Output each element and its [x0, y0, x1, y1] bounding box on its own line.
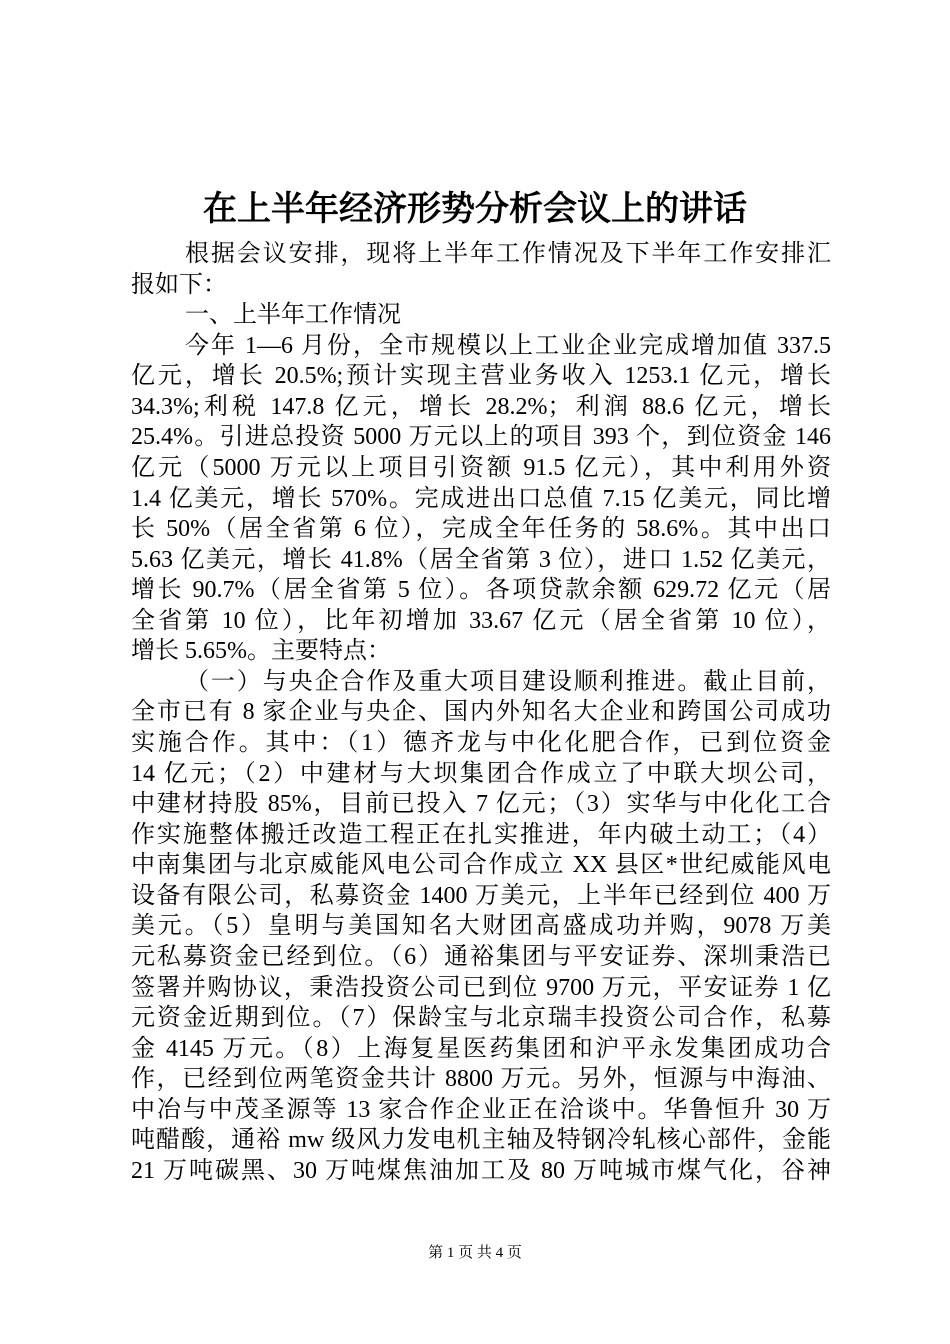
text-line: 作，已经到位两笔资金共计 8800 万元。另外，恒源与中海油、	[131, 1066, 831, 1093]
page-title: 在上半年经济形势分析会议上的讲话	[203, 191, 747, 228]
text-line: 中建材持股 85%，目前已投入 7 亿元；（3）实华与中化化工合	[131, 791, 831, 818]
document-body	[131, 239, 831, 1186]
text-line: 签署并购协议，秉浩投资公司已到位 9700 万元，平安证券 1 亿	[131, 974, 831, 1001]
text-line: 报如下：	[131, 271, 227, 298]
text-line: （一）与央企合作及重大项目建设顺利推进。截止目前，	[185, 668, 831, 695]
text-line: 21 万吨碳黑、30 万吨煤焦油加工及 80 万吨城市煤气化，谷神	[131, 1157, 831, 1184]
text-line: 金 4145 万元。（8）上海复星医药集团和沪平永发集团成功合	[131, 1035, 831, 1062]
cooperation-paragraph	[131, 667, 831, 1187]
text-line: 中冶与中茂圣源等 13 家合作企业正在洽谈中。华鲁恒升 30 万	[131, 1096, 831, 1123]
text-line: 元资金近期到位。（7）保龄宝与北京瑞丰投资公司合作，私募	[131, 1005, 831, 1032]
text-line: 设备有限公司，私募资金 1400 万美元，上半年已经到位 400 万	[131, 882, 831, 909]
text-line: 全省第 10 位），比年初增加 33.67 亿元（居全省第 10 位），	[131, 607, 831, 634]
text-line: 增长 5.65%。主要特点：	[131, 638, 391, 665]
text-line: 5.63 亿美元，增长 41.8%（居全省第 3 位），进口 1.52 亿美元，	[131, 546, 831, 573]
text-line: 美元。（5）皇明与美国知名大财团高盛成功并购，9078 万美	[131, 913, 831, 940]
text-line: 作实施整体搬迁改造工程正在扎实推进，年内破土动工；（4）	[131, 821, 831, 848]
text-line: 今年 1—6 月份，全市规模以上工业企业完成增加值 337.5	[185, 332, 831, 359]
text-line: 实施合作。其中：（1）德齐龙与中化化肥合作，已到位资金	[131, 730, 831, 756]
summary-paragraph	[131, 331, 831, 667]
text-line: 全市已有 8 家企业与央企、国内外知名大企业和跨国公司成功	[131, 699, 831, 726]
intro-paragraph	[131, 239, 831, 300]
text-line: 根据会议安排，现将上半年工作情况及下半年工作安排汇	[185, 241, 831, 267]
text-line: 25.4%。引进总投资 5000 万元以上的项目 393 个，到位资金 146	[131, 424, 831, 451]
text-line: 亿元，增长 20.5%;预计实现主营业务收入 1253.1 亿元，增长	[131, 363, 831, 390]
text-line: 34.3%;利税 147.8 亿元，增长 28.2%；利润 88.6 亿元，增长	[131, 393, 831, 420]
page-number-footer: 第 1 页 共 4 页	[428, 1245, 522, 1261]
text-line: 14 亿元；（2）中建材与大坝集团合作成立了中联大坝公司，	[131, 760, 831, 787]
text-line: 元私募资金已经到位。（6）通裕集团与平安证券、深圳秉浩已	[131, 943, 831, 970]
section-heading-text: 一、上半年工作情况	[185, 302, 401, 329]
text-line: 增长 90.7%（居全省第 5 位）。各项贷款余额 629.72 亿元（居	[131, 577, 831, 604]
text-line: 1.4 亿美元，增长 570%。完成进出口总值 7.15 亿美元，同比增	[131, 485, 831, 512]
text-line: 中南集团与北京威能风电公司合作成立 XX 县区*世纪威能风电	[131, 852, 831, 879]
text-line: 长 50%（居全省第 6 位），完成全年任务的 58.6%。其中出口	[131, 516, 831, 543]
text-line: 亿元（5000 万元以上项目引资额 91.5 亿元），其中利用外资	[131, 454, 831, 481]
text-line: 吨醋酸，通裕 mw 级风力发电机主轴及特钢冷轧核心部件，金能	[131, 1127, 831, 1154]
section-heading	[131, 300, 831, 331]
